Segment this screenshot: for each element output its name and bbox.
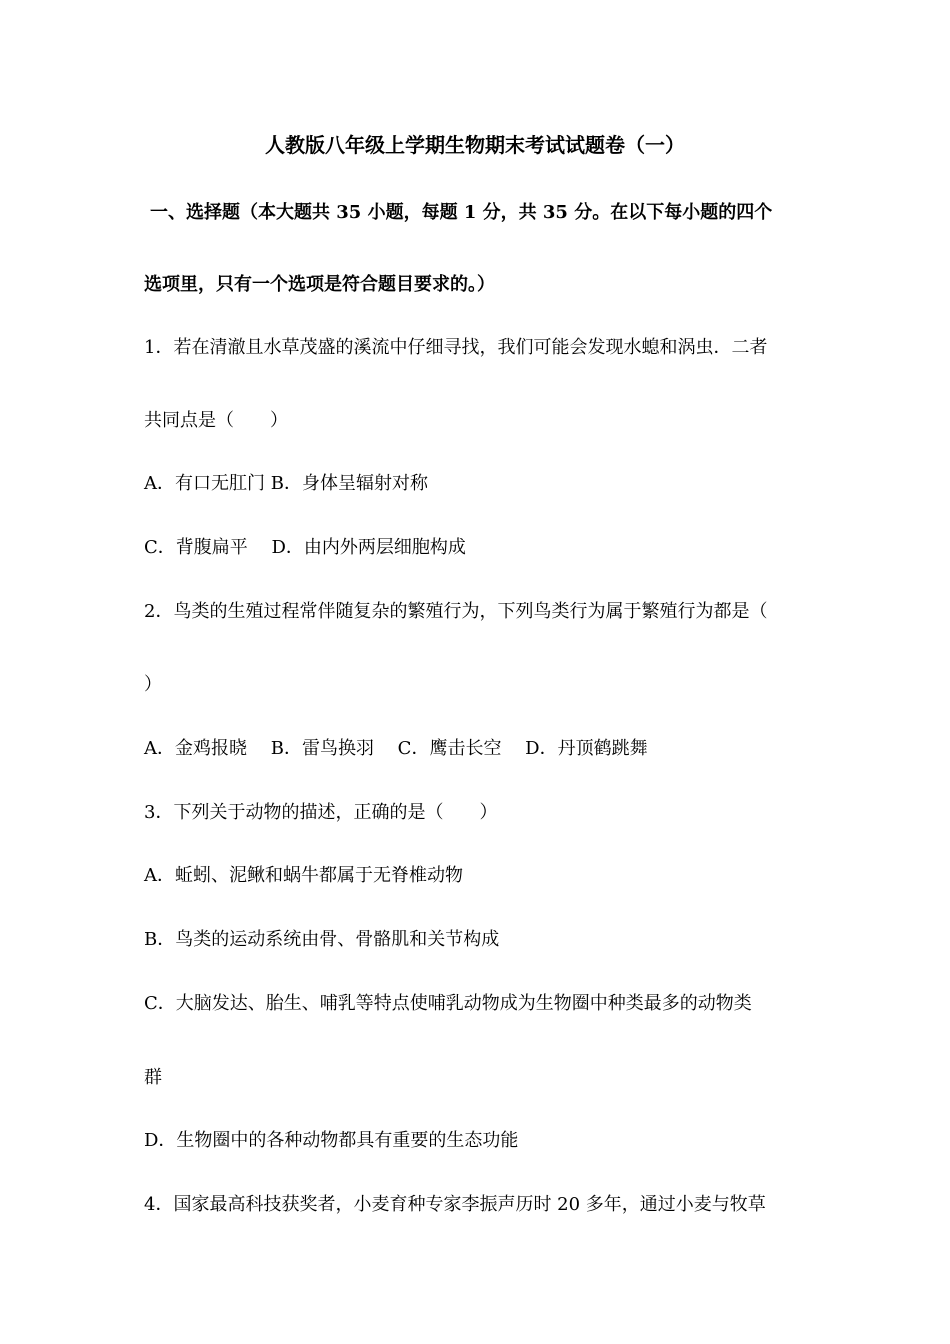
question-3-option-d: D．生物圈中的各种动物都具有重要的生态功能 [144,1130,519,1151]
section-heading-line1: 一、选择题（本大题共 35 小题，每题 1 分，共 35 分。在以下每小题的四个 [150,202,773,223]
document-title: 人教版八年级上学期生物期末考试试题卷（一） [265,133,685,157]
question-3-stem: 3．下列关于动物的描述，正确的是（ ） [144,802,498,823]
question-3-option-c-line2: 群 [144,1067,162,1088]
section-heading-line2: 选项里，只有一个选项是符合题目要求的。） [144,274,495,295]
question-3-option-b: B．鸟类的运动系统由骨、骨骼肌和关节构成 [144,929,500,950]
question-4-stem-line1: 4．国家最高科技获奖者，小麦育种专家李振声历时 20 多年，通过小麦与牧草 [144,1194,766,1215]
question-2-stem-line2: ） [144,674,162,695]
question-3-option-a: A．蚯蚓、泥鳅和蜗牛都属于无脊椎动物 [144,865,463,886]
question-1-stem-line2: 共同点是（ ） [144,410,288,431]
question-2-options: A．金鸡报晓 B．雷鸟换羽 C．鹰击长空 D．丹顶鹤跳舞 [144,738,648,759]
question-1-stem-line1: 1．若在清澈且水草茂盛的溪流中仔细寻找，我们可能会发现水螅和涡虫．二者 [144,337,768,358]
question-1-options-line2: C．背腹扁平 D．由内外两层细胞构成 [144,537,466,558]
question-2-stem-line1: 2．鸟类的生殖过程常伴随复杂的繁殖行为，下列鸟类行为属于繁殖行为都是（ [144,601,768,622]
question-1-options-line1: A．有口无肛门 B．身体呈辐射对称 [144,473,428,494]
question-3-option-c-line1: C．大脑发达、胎生、哺乳等特点使哺乳动物成为生物圈中种类最多的动物类 [144,993,752,1014]
